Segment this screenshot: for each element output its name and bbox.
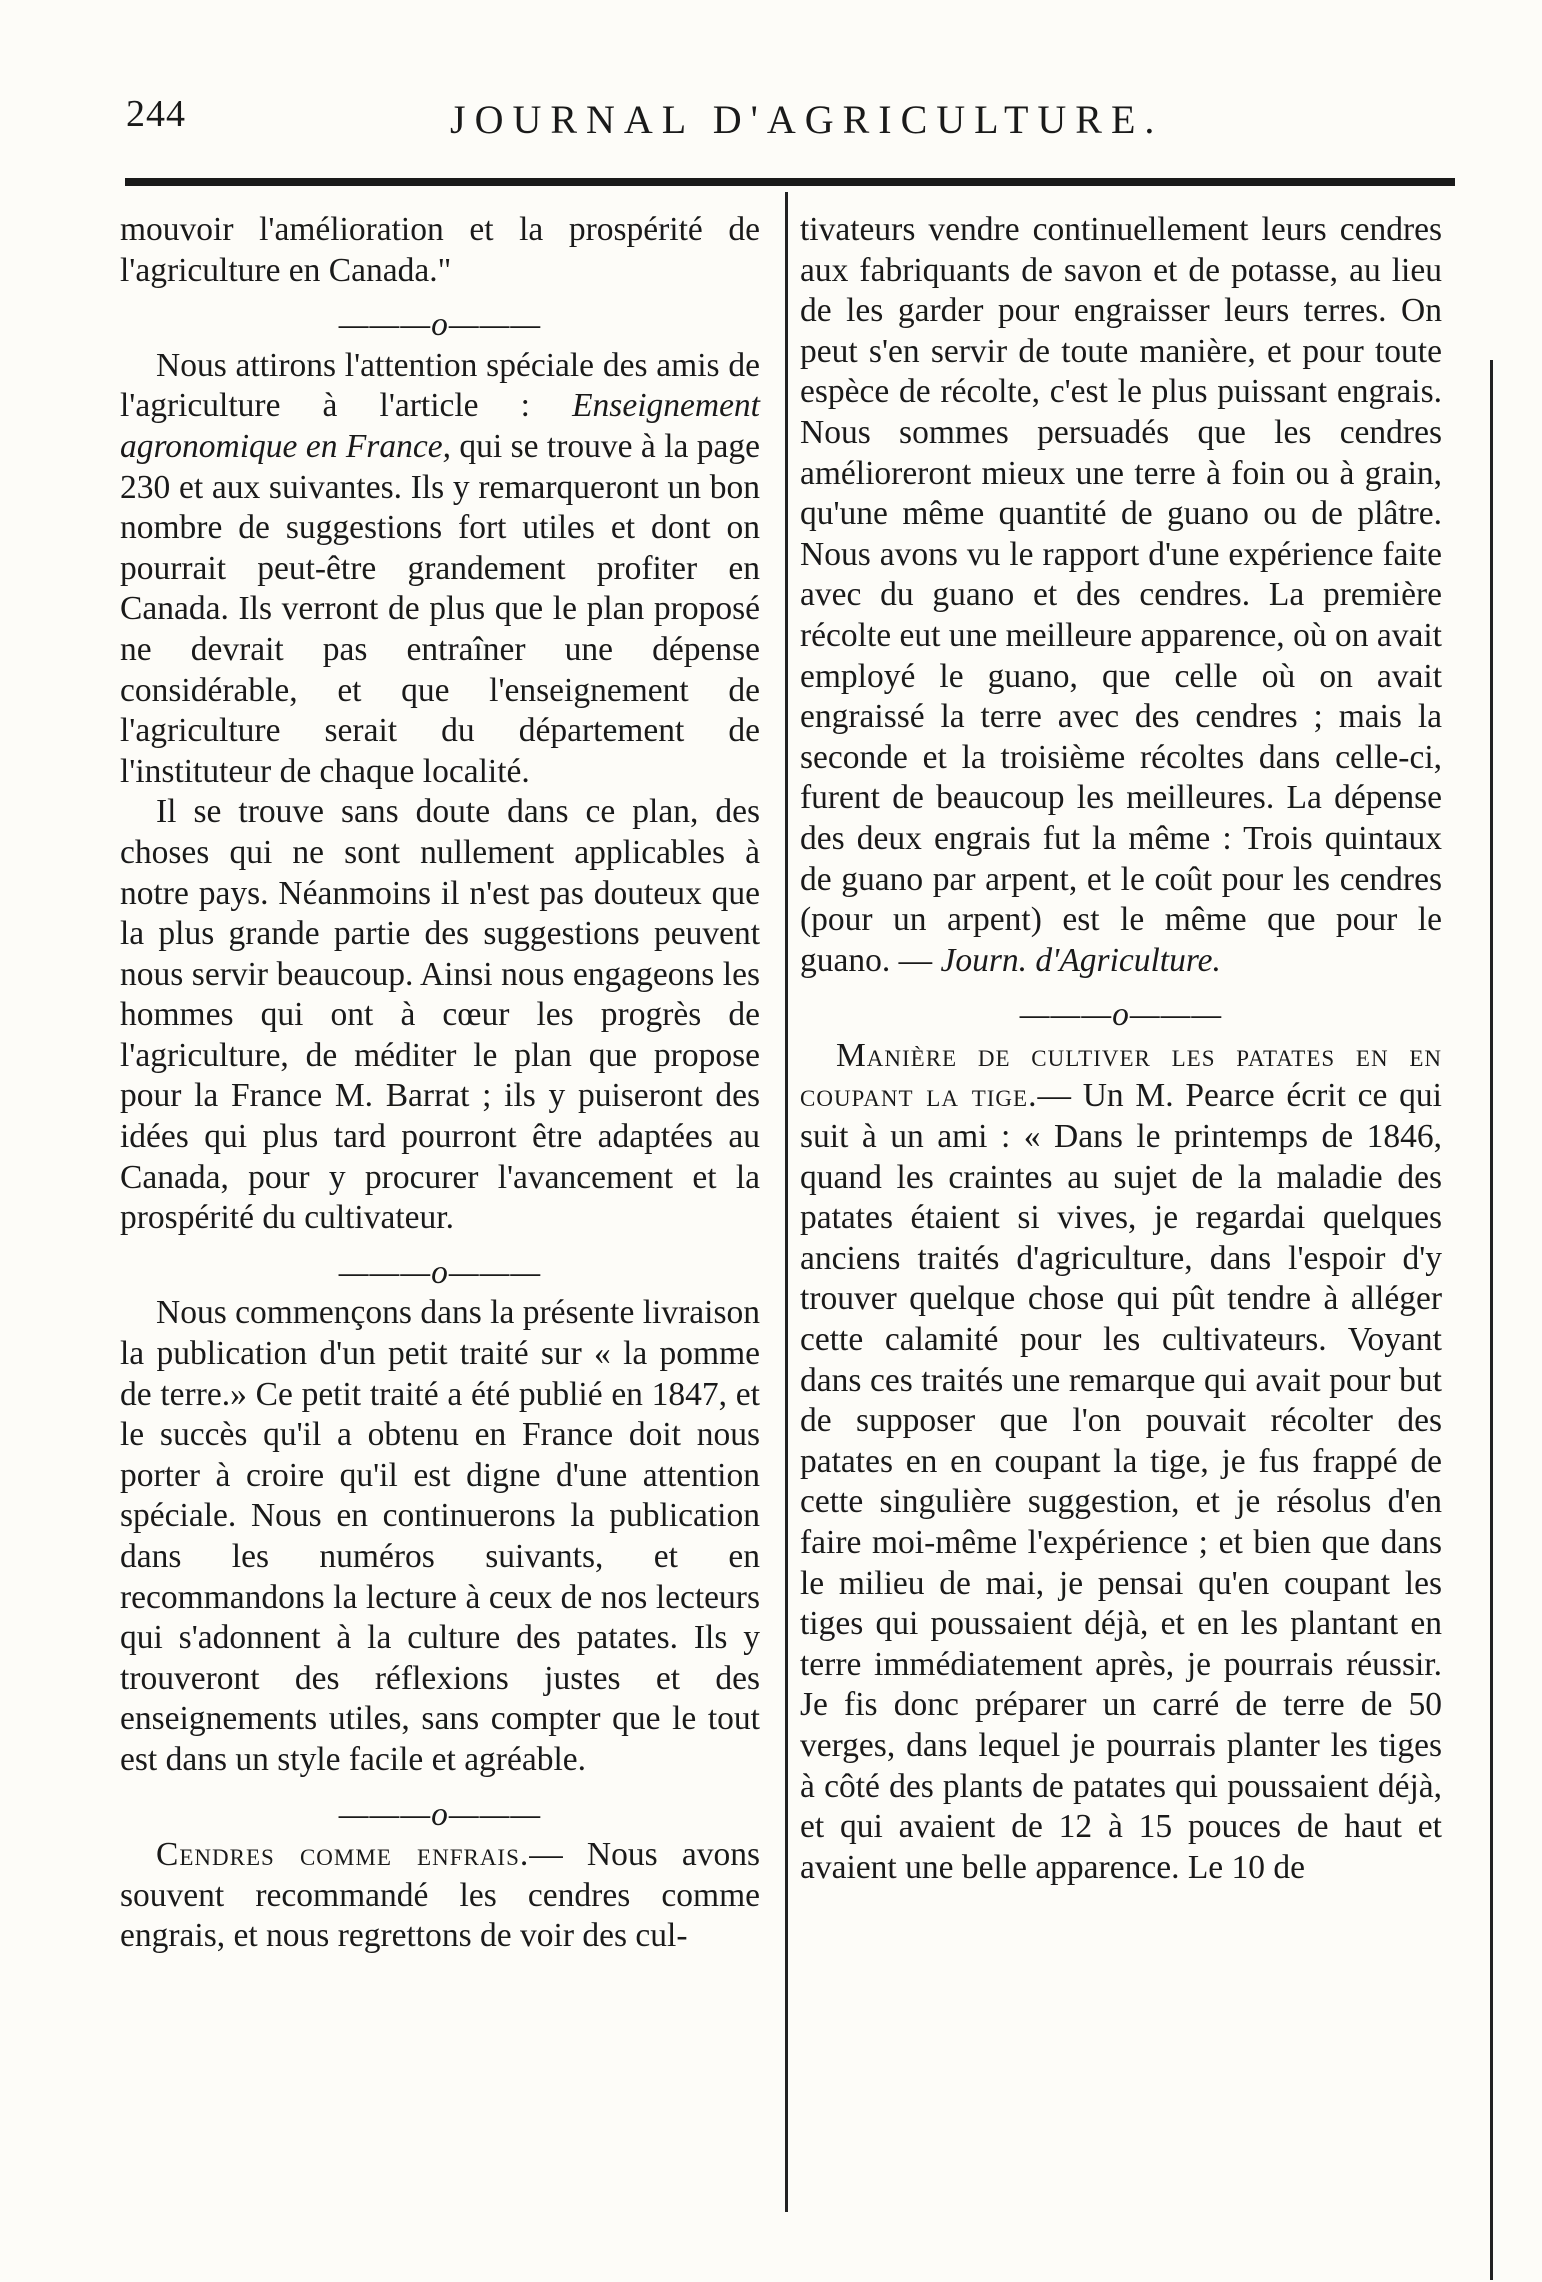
right-column [800,210,1442,1888]
running-title: JOURNAL D'AGRICULTURE. [450,97,1164,142]
paragraph-enseignement [120,346,760,793]
paragraph-cendres [120,1835,760,1957]
page-header [120,92,1480,152]
section-separator: ———o——— [338,306,542,344]
margin-line [1490,360,1493,2280]
section-separator: ———o——— [338,1795,542,1833]
paragraph-text: — Un M. Pearce écrit ce qui suit à un ami : « Dans le printemps de 1846, quand les craintes au sujet de la maladie des patates étaient si vives, je regardai quelques anciens traités d'agriculture, dans l'espoir d'y trouver quelque chose qui pût tendre à alléger cette calamité pour les cultivateurs. Voyant dans ces traités une remarque qui avait pour but de supposer que l'on pouvait récolter des patates en en coupant la tige, je fus frappé de cette singulière suggestion, et je résolus d'en faire moi-même l'expérience ; et bien que dans le milieu de mai, je pensai qu'en coupant les tiges qui poussaient déjà, et en les plantant en terre immédiatement après, je pourrais réussir. Je fis donc préparer un carré de terre de 50 verges, dans lequel je pourrais planter les tiges à côté des plants de patates qui poussaient déjà, et qui avaient de 12 à 15 pouces de haut et avaient une belle apparence. Le 10 de [800,1077,1442,1886]
article-title: Enseignement agronomique en France, [120,387,760,465]
left-column [120,210,760,1957]
paragraph-pomme-de-terre: Nous commençons dans la présente livraison la publication d'un petit traité sur « la pomme de terre.» Ce petit traité a été publié en 1847, et le succès qu'il a obtenu en France doit nous porter à croire qu'il est digne d'une attention spéciale. Nous en continuerons la publication dans les numéros suivants, et en recommandons la lecture à ceux de nos lecteurs qui s'adonnent à la culture des patates. Ils y trouveront des réflexions justes et des enseignements utiles, sans compter que le tout est dans un style facile et agréable. [120,1294,760,1778]
column-divider [785,192,788,2212]
paragraph-text: qui se trouve à la page 230 et aux suivantes. Ils y remarqueront un bon nombre de suggestions fort utiles et dont on pourrait peut-être grandement profiter en Canada. Ils verront de plus que le plan proposé ne devrait pas entraîner une dépense considérable, et que l'enseignement de l'agriculture serait du département de l'instituteur de chaque localité. [120,427,761,790]
paragraph-continuation [800,210,1442,981]
paragraph-text: Nous attirons l'attention spéciale des amis de l'agriculture à l'article : [120,346,760,425]
source-citation: Journ. d'Agriculture. [940,941,1221,979]
paragraph-text: tivateurs vendre continuellement leurs cendres aux fabriquants de savon et de potasse, au lieu de les garder pour engraisser leurs terres. On peut s'en servir de toute manière, et pour toute espèce de récolte, c'est le plus puissant engrais. Nous sommes persuadés que les cendres amélioreront mieux une terre à foin ou à grain, qu'une même quantité de guano ou de plâtre. Nous avons vu le rapport d'une expérience faite avec du guano et des cendres. La première récolte eut une meilleure apparence, où on avait employé le guano, que celle où on avait engraissé la terre avec des cendres ; mais la seconde et la troisième récoltes dans celle-ci, furent de beaucoup les meilleures. La dépense des deux engrais fut la même : Trois quintaux de guano par arpent, et le coût pour les cendres (pour un arpent) est le même que pour le guano. — [800,211,1442,979]
page-number: 244 [126,93,186,135]
paragraph-continuation: mouvoir l'amélioration et la prospérité de l'agriculture en Canada." [120,211,760,289]
paragraph-patates [800,1036,1442,1888]
section-separator: ———o——— [338,1253,542,1291]
paragraph-text: — Nous avons souvent recommandé les cendres comme engrais, et nous regrettons de voir des cul- [120,1836,760,1955]
section-separator: ———o——— [1019,996,1223,1034]
paragraph-plan: Il se trouve sans doute dans ce plan, des choses qui ne sont nullement applicables à notre pays. Néanmoins il n'est pas douteux que la plus grande partie des suggestions peuvent nous servir beaucoup. Ainsi nous engageons les hommes qui ont à cœur les progrès de l'agriculture, de méditer le plan que propose pour la France M. Barrat ; ils y puiseront des idées qui plus tard pourront être adaptées au Canada, pour y procurer l'avancement et la prospérité du cultivateur. [120,793,760,1237]
section-heading: Cendres comme enfrais. [156,1836,530,1874]
section-heading: Manière de cultiver les patates en en coupant la tige. [800,1036,1442,1115]
header-rule [125,178,1455,186]
